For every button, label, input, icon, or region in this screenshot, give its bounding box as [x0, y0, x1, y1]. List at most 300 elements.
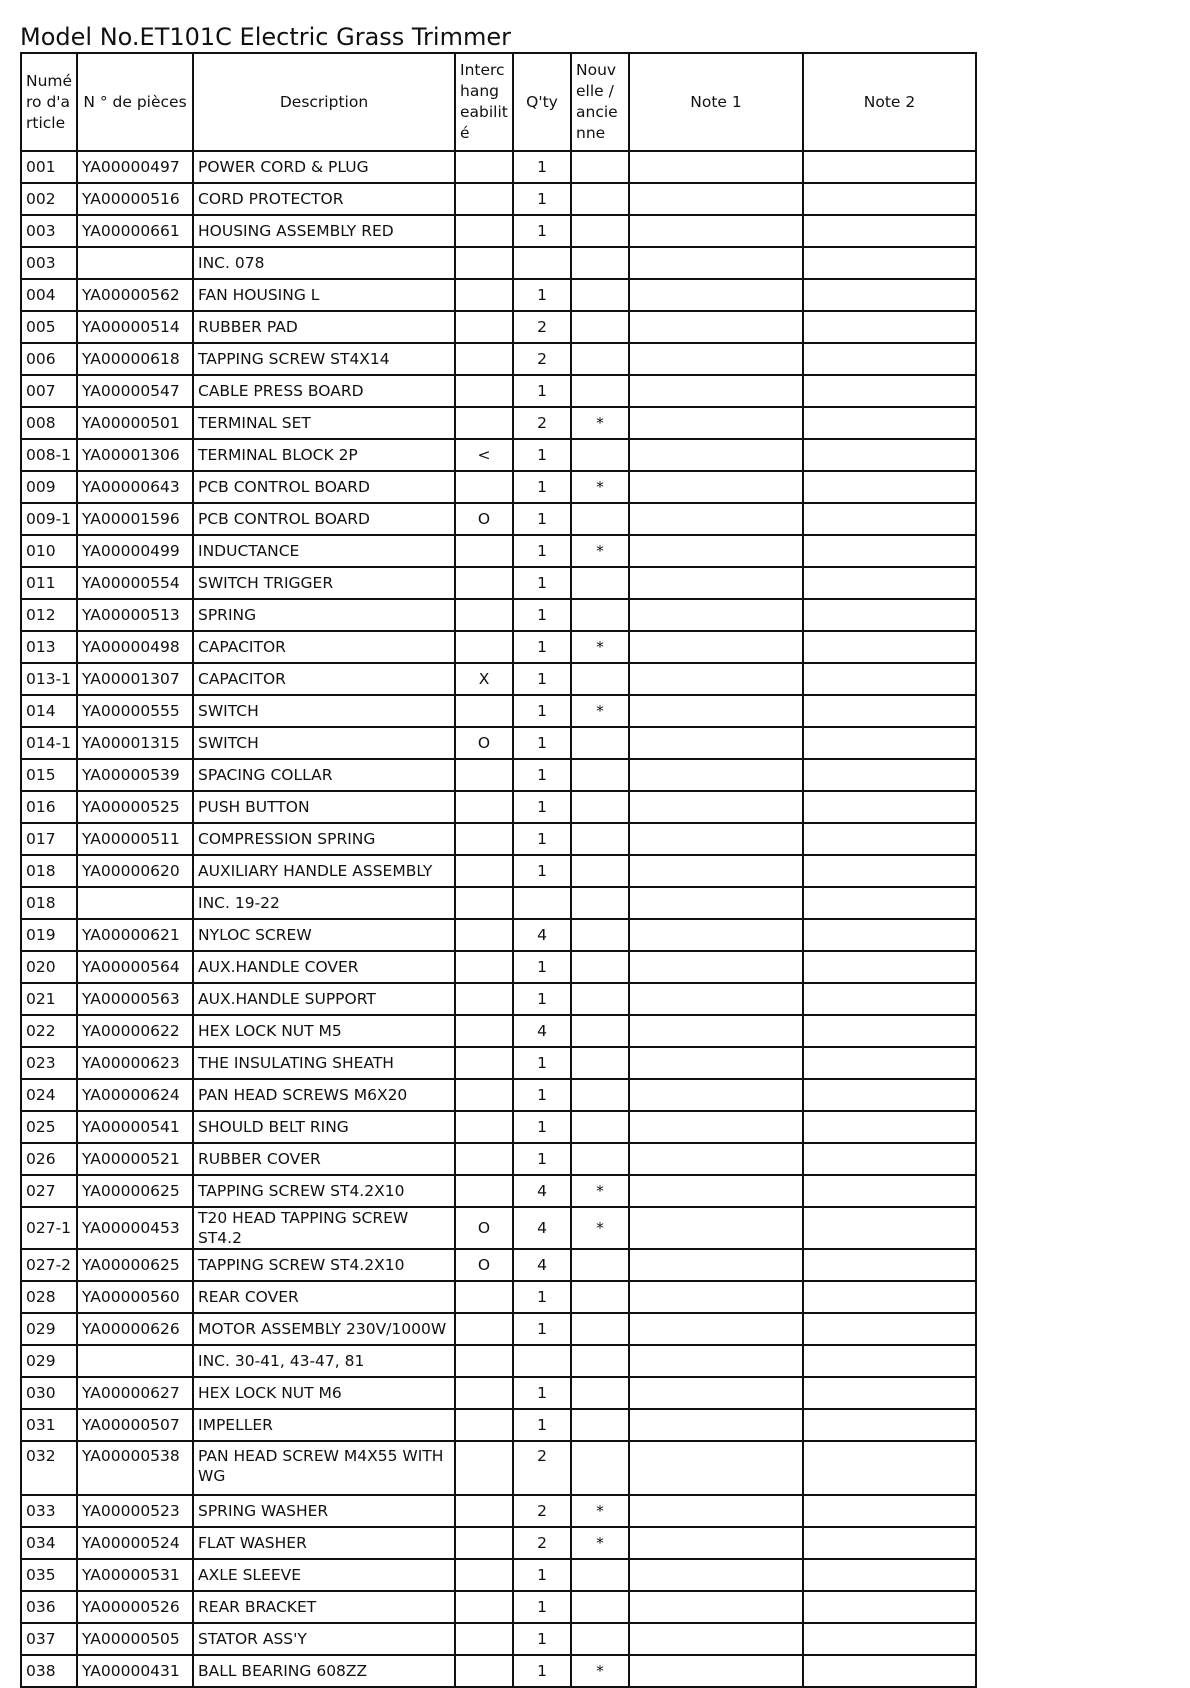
- table-row: [21, 1015, 976, 1047]
- cell-part-number: YA00000526: [77, 1591, 193, 1623]
- cell-description: HEX LOCK NUT M6: [193, 1377, 455, 1409]
- table-row: [21, 1281, 976, 1313]
- cell-item-number: 025: [21, 1111, 77, 1143]
- cell-quantity: 1: [513, 183, 571, 215]
- cell-quantity: 1: [513, 503, 571, 535]
- table-row: [21, 535, 976, 567]
- cell-interchangeability: [455, 1559, 513, 1591]
- cell-description: SWITCH: [193, 695, 455, 727]
- table-row: [21, 951, 976, 983]
- cell-new-old: [571, 343, 629, 375]
- cell-part-number: YA00000622: [77, 1015, 193, 1047]
- cell-note-2: [803, 1559, 976, 1591]
- table-row: [21, 471, 976, 503]
- cell-note-1: [629, 1015, 803, 1047]
- cell-item-number: 013: [21, 631, 77, 663]
- table-row: [21, 1377, 976, 1409]
- cell-part-number: YA00000521: [77, 1143, 193, 1175]
- cell-quantity: 1: [513, 599, 571, 631]
- cell-note-2: [803, 375, 976, 407]
- table-row: [21, 695, 976, 727]
- cell-quantity: 1: [513, 983, 571, 1015]
- table-row: [21, 1249, 976, 1281]
- cell-new-old: [571, 663, 629, 695]
- header-description: Description: [193, 53, 455, 151]
- cell-description: INDUCTANCE: [193, 535, 455, 567]
- cell-description: RUBBER COVER: [193, 1143, 455, 1175]
- cell-quantity: 1: [513, 535, 571, 567]
- cell-interchangeability: [455, 823, 513, 855]
- table-row: [21, 439, 976, 471]
- cell-new-old: [571, 1313, 629, 1345]
- cell-interchangeability: X: [455, 663, 513, 695]
- cell-item-number: 028: [21, 1281, 77, 1313]
- cell-note-2: [803, 1655, 976, 1687]
- cell-item-number: 011: [21, 567, 77, 599]
- cell-new-old: *: [571, 1655, 629, 1687]
- table-row: [21, 791, 976, 823]
- cell-description: RUBBER PAD: [193, 311, 455, 343]
- cell-note-2: [803, 1623, 976, 1655]
- cell-item-number: 006: [21, 343, 77, 375]
- cell-quantity: 1: [513, 823, 571, 855]
- cell-part-number: YA00000626: [77, 1313, 193, 1345]
- table-row: [21, 279, 976, 311]
- cell-note-2: [803, 663, 976, 695]
- header-note-2: Note 2: [803, 53, 976, 151]
- cell-note-1: [629, 1249, 803, 1281]
- cell-description: AUXILIARY HANDLE ASSEMBLY: [193, 855, 455, 887]
- table-row: [21, 407, 976, 439]
- cell-quantity: 1: [513, 1079, 571, 1111]
- cell-item-number: 026: [21, 1143, 77, 1175]
- cell-note-1: [629, 823, 803, 855]
- cell-item-number: 014-1: [21, 727, 77, 759]
- cell-note-2: [803, 1111, 976, 1143]
- cell-note-1: [629, 759, 803, 791]
- cell-interchangeability: [455, 1143, 513, 1175]
- table-row: [21, 1111, 976, 1143]
- cell-quantity: [513, 1345, 571, 1377]
- cell-item-number: 014: [21, 695, 77, 727]
- cell-part-number: [77, 247, 193, 279]
- table-row: [21, 375, 976, 407]
- cell-quantity: 1: [513, 1281, 571, 1313]
- cell-item-number: 012: [21, 599, 77, 631]
- table-row: [21, 663, 976, 695]
- cell-note-1: [629, 439, 803, 471]
- cell-description: TERMINAL SET: [193, 407, 455, 439]
- cell-interchangeability: [455, 567, 513, 599]
- cell-note-1: [629, 1111, 803, 1143]
- cell-note-1: [629, 151, 803, 183]
- cell-note-1: [629, 407, 803, 439]
- cell-note-2: [803, 279, 976, 311]
- table-row: [21, 215, 976, 247]
- cell-quantity: 1: [513, 759, 571, 791]
- cell-interchangeability: [455, 1281, 513, 1313]
- cell-new-old: *: [571, 407, 629, 439]
- table-row: [21, 1441, 976, 1495]
- table-row: [21, 983, 976, 1015]
- cell-interchangeability: [455, 983, 513, 1015]
- cell-part-number: YA00000555: [77, 695, 193, 727]
- table-row: [21, 823, 976, 855]
- cell-interchangeability: [455, 343, 513, 375]
- cell-part-number: YA00000511: [77, 823, 193, 855]
- cell-note-1: [629, 471, 803, 503]
- cell-new-old: [571, 503, 629, 535]
- cell-item-number: 020: [21, 951, 77, 983]
- cell-part-number: YA00000539: [77, 759, 193, 791]
- cell-note-2: [803, 151, 976, 183]
- cell-note-2: [803, 791, 976, 823]
- cell-quantity: [513, 887, 571, 919]
- table-row: [21, 1313, 976, 1345]
- cell-item-number: 019: [21, 919, 77, 951]
- cell-new-old: [571, 759, 629, 791]
- cell-interchangeability: [455, 1111, 513, 1143]
- cell-interchangeability: [455, 1345, 513, 1377]
- cell-new-old: [571, 311, 629, 343]
- table-header-row: [21, 53, 976, 151]
- cell-part-number: YA00000531: [77, 1559, 193, 1591]
- cell-description: TAPPING SCREW ST4X14: [193, 343, 455, 375]
- cell-item-number: 001: [21, 151, 77, 183]
- cell-note-2: [803, 631, 976, 663]
- cell-part-number: YA00001596: [77, 503, 193, 535]
- cell-note-1: [629, 855, 803, 887]
- cell-item-number: 034: [21, 1527, 77, 1559]
- cell-description: AUX.HANDLE SUPPORT: [193, 983, 455, 1015]
- cell-note-1: [629, 1591, 803, 1623]
- table-row: [21, 503, 976, 535]
- cell-description: CAPACITOR: [193, 663, 455, 695]
- cell-note-1: [629, 567, 803, 599]
- cell-part-number: [77, 887, 193, 919]
- cell-new-old: [571, 1047, 629, 1079]
- page-title: Model No.ET101C Electric Grass Trimmer: [20, 23, 511, 51]
- cell-item-number: 036: [21, 1591, 77, 1623]
- cell-note-2: [803, 471, 976, 503]
- cell-item-number: 003: [21, 247, 77, 279]
- cell-note-2: [803, 247, 976, 279]
- table-row: [21, 599, 976, 631]
- cell-quantity: 1: [513, 567, 571, 599]
- cell-new-old: [571, 727, 629, 759]
- cell-new-old: [571, 983, 629, 1015]
- cell-note-1: [629, 1345, 803, 1377]
- cell-new-old: [571, 1377, 629, 1409]
- cell-interchangeability: [455, 1441, 513, 1495]
- cell-quantity: 1: [513, 631, 571, 663]
- header-quantity: Q'ty: [513, 53, 571, 151]
- cell-note-2: [803, 823, 976, 855]
- cell-new-old: *: [571, 1527, 629, 1559]
- cell-note-2: [803, 311, 976, 343]
- cell-interchangeability: [455, 791, 513, 823]
- cell-quantity: 4: [513, 1175, 571, 1207]
- cell-note-1: [629, 1377, 803, 1409]
- cell-item-number: 004: [21, 279, 77, 311]
- cell-new-old: [571, 791, 629, 823]
- cell-note-1: [629, 1441, 803, 1495]
- cell-new-old: [571, 375, 629, 407]
- table-row: [21, 759, 976, 791]
- cell-note-1: [629, 247, 803, 279]
- cell-item-number: 008-1: [21, 439, 77, 471]
- cell-interchangeability: [455, 1655, 513, 1687]
- cell-note-2: [803, 1527, 976, 1559]
- cell-new-old: [571, 1345, 629, 1377]
- cell-description: BALL BEARING 608ZZ: [193, 1655, 455, 1687]
- table-row: [21, 1591, 976, 1623]
- cell-description: PUSH BUTTON: [193, 791, 455, 823]
- cell-part-number: YA00000563: [77, 983, 193, 1015]
- table-row: [21, 855, 976, 887]
- cell-interchangeability: O: [455, 1207, 513, 1249]
- cell-part-number: YA00000499: [77, 535, 193, 567]
- cell-new-old: [571, 1441, 629, 1495]
- cell-part-number: YA00000523: [77, 1495, 193, 1527]
- parts-table: [20, 52, 977, 1688]
- cell-item-number: 022: [21, 1015, 77, 1047]
- cell-note-1: [629, 1079, 803, 1111]
- cell-interchangeability: [455, 311, 513, 343]
- cell-part-number: YA00000498: [77, 631, 193, 663]
- cell-part-number: YA00000562: [77, 279, 193, 311]
- cell-part-number: YA00000516: [77, 183, 193, 215]
- cell-quantity: 4: [513, 919, 571, 951]
- cell-interchangeability: [455, 1495, 513, 1527]
- cell-quantity: 2: [513, 1441, 571, 1495]
- cell-interchangeability: [455, 215, 513, 247]
- cell-new-old: [571, 567, 629, 599]
- cell-note-2: [803, 1281, 976, 1313]
- cell-part-number: YA00000524: [77, 1527, 193, 1559]
- table-row: [21, 183, 976, 215]
- cell-new-old: *: [571, 471, 629, 503]
- cell-note-1: [629, 631, 803, 663]
- cell-item-number: 027: [21, 1175, 77, 1207]
- cell-item-number: 003: [21, 215, 77, 247]
- cell-interchangeability: O: [455, 727, 513, 759]
- cell-item-number: 021: [21, 983, 77, 1015]
- cell-item-number: 038: [21, 1655, 77, 1687]
- cell-new-old: [571, 183, 629, 215]
- cell-item-number: 017: [21, 823, 77, 855]
- cell-part-number: YA00000497: [77, 151, 193, 183]
- cell-note-1: [629, 791, 803, 823]
- cell-description: THE INSULATING SHEATH: [193, 1047, 455, 1079]
- table-row: [21, 727, 976, 759]
- cell-new-old: [571, 1079, 629, 1111]
- cell-note-2: [803, 1313, 976, 1345]
- cell-part-number: YA00000547: [77, 375, 193, 407]
- cell-description: SHOULD BELT RING: [193, 1111, 455, 1143]
- cell-part-number: YA00000620: [77, 855, 193, 887]
- cell-note-1: [629, 1495, 803, 1527]
- cell-description: TAPPING SCREW ST4.2X10: [193, 1249, 455, 1281]
- cell-interchangeability: [455, 471, 513, 503]
- cell-quantity: 2: [513, 407, 571, 439]
- cell-item-number: 030: [21, 1377, 77, 1409]
- table-row: [21, 1079, 976, 1111]
- cell-description: REAR COVER: [193, 1281, 455, 1313]
- cell-note-2: [803, 1143, 976, 1175]
- cell-item-number: 007: [21, 375, 77, 407]
- cell-part-number: YA00000560: [77, 1281, 193, 1313]
- cell-note-2: [803, 727, 976, 759]
- cell-quantity: 2: [513, 311, 571, 343]
- cell-interchangeability: [455, 919, 513, 951]
- cell-note-1: [629, 951, 803, 983]
- table-row: [21, 1655, 976, 1687]
- cell-interchangeability: [455, 951, 513, 983]
- cell-new-old: [571, 1409, 629, 1441]
- cell-part-number: YA00000541: [77, 1111, 193, 1143]
- cell-description: PAN HEAD SCREWS M6X20: [193, 1079, 455, 1111]
- cell-description: INC. 19-22: [193, 887, 455, 919]
- cell-item-number: 031: [21, 1409, 77, 1441]
- cell-quantity: 1: [513, 695, 571, 727]
- cell-note-1: [629, 503, 803, 535]
- cell-description: SWITCH: [193, 727, 455, 759]
- cell-note-2: [803, 919, 976, 951]
- cell-note-2: [803, 1079, 976, 1111]
- cell-note-2: [803, 343, 976, 375]
- cell-interchangeability: [455, 279, 513, 311]
- cell-quantity: 4: [513, 1249, 571, 1281]
- cell-note-2: [803, 1591, 976, 1623]
- cell-note-2: [803, 1495, 976, 1527]
- cell-part-number: YA00000501: [77, 407, 193, 439]
- cell-new-old: *: [571, 631, 629, 663]
- cell-part-number: YA00000453: [77, 1207, 193, 1249]
- cell-note-2: [803, 1441, 976, 1495]
- cell-description: PCB CONTROL BOARD: [193, 503, 455, 535]
- cell-item-number: 009-1: [21, 503, 77, 535]
- cell-note-1: [629, 1655, 803, 1687]
- cell-note-1: [629, 1143, 803, 1175]
- cell-quantity: 1: [513, 1559, 571, 1591]
- cell-new-old: *: [571, 695, 629, 727]
- cell-note-1: [629, 1409, 803, 1441]
- cell-quantity: 1: [513, 1377, 571, 1409]
- cell-new-old: [571, 1591, 629, 1623]
- header-new-old: Nouv elle / ancie nne: [571, 53, 629, 151]
- cell-note-1: [629, 279, 803, 311]
- table-row: [21, 631, 976, 663]
- cell-interchangeability: O: [455, 1249, 513, 1281]
- table-row: [21, 1623, 976, 1655]
- cell-note-1: [629, 919, 803, 951]
- cell-part-number: YA00001306: [77, 439, 193, 471]
- cell-note-1: [629, 183, 803, 215]
- cell-item-number: 016: [21, 791, 77, 823]
- table-row: [21, 1409, 976, 1441]
- cell-description: CORD PROTECTOR: [193, 183, 455, 215]
- cell-interchangeability: [455, 695, 513, 727]
- table-row: [21, 1495, 976, 1527]
- cell-new-old: *: [571, 1207, 629, 1249]
- header-note-1: Note 1: [629, 53, 803, 151]
- cell-interchangeability: [455, 1079, 513, 1111]
- cell-new-old: [571, 599, 629, 631]
- cell-description: INC. 078: [193, 247, 455, 279]
- cell-interchangeability: <: [455, 439, 513, 471]
- cell-interchangeability: [455, 1527, 513, 1559]
- cell-item-number: 008: [21, 407, 77, 439]
- table-row: [21, 1143, 976, 1175]
- cell-description: STATOR ASS'Y: [193, 1623, 455, 1655]
- cell-note-2: [803, 951, 976, 983]
- cell-note-2: [803, 183, 976, 215]
- cell-note-1: [629, 535, 803, 567]
- cell-interchangeability: [455, 407, 513, 439]
- cell-part-number: YA00000525: [77, 791, 193, 823]
- cell-item-number: 029: [21, 1345, 77, 1377]
- cell-new-old: *: [571, 535, 629, 567]
- cell-description: FAN HOUSING L: [193, 279, 455, 311]
- cell-item-number: 018: [21, 855, 77, 887]
- cell-description: CAPACITOR: [193, 631, 455, 663]
- cell-quantity: 1: [513, 663, 571, 695]
- cell-note-1: [629, 1313, 803, 1345]
- cell-note-2: [803, 1207, 976, 1249]
- cell-note-1: [629, 599, 803, 631]
- cell-new-old: [571, 887, 629, 919]
- cell-new-old: [571, 279, 629, 311]
- cell-note-2: [803, 1047, 976, 1079]
- cell-note-2: [803, 215, 976, 247]
- cell-item-number: 029: [21, 1313, 77, 1345]
- cell-part-number: YA00000625: [77, 1175, 193, 1207]
- cell-description: HEX LOCK NUT M5: [193, 1015, 455, 1047]
- cell-part-number: YA00000627: [77, 1377, 193, 1409]
- cell-part-number: [77, 1345, 193, 1377]
- cell-note-2: [803, 1015, 976, 1047]
- cell-description: CABLE PRESS BOARD: [193, 375, 455, 407]
- cell-interchangeability: [455, 599, 513, 631]
- table-row: [21, 567, 976, 599]
- cell-quantity: 1: [513, 1409, 571, 1441]
- cell-note-1: [629, 1207, 803, 1249]
- cell-item-number: 037: [21, 1623, 77, 1655]
- cell-part-number: YA00000431: [77, 1655, 193, 1687]
- cell-note-1: [629, 1527, 803, 1559]
- cell-note-1: [629, 727, 803, 759]
- cell-note-1: [629, 983, 803, 1015]
- cell-note-1: [629, 215, 803, 247]
- cell-interchangeability: [455, 247, 513, 279]
- cell-new-old: [571, 855, 629, 887]
- cell-description: T20 HEAD TAPPING SCREW ST4.2: [193, 1207, 455, 1249]
- cell-description: SPRING: [193, 599, 455, 631]
- cell-note-2: [803, 567, 976, 599]
- cell-quantity: 1: [513, 1591, 571, 1623]
- cell-note-2: [803, 1377, 976, 1409]
- cell-item-number: 015: [21, 759, 77, 791]
- cell-note-1: [629, 663, 803, 695]
- cell-interchangeability: [455, 375, 513, 407]
- cell-interchangeability: [455, 855, 513, 887]
- table-row: [21, 151, 976, 183]
- cell-note-1: [629, 375, 803, 407]
- cell-description: INC. 30-41, 43-47, 81: [193, 1345, 455, 1377]
- cell-item-number: 013-1: [21, 663, 77, 695]
- cell-description: TERMINAL BLOCK 2P: [193, 439, 455, 471]
